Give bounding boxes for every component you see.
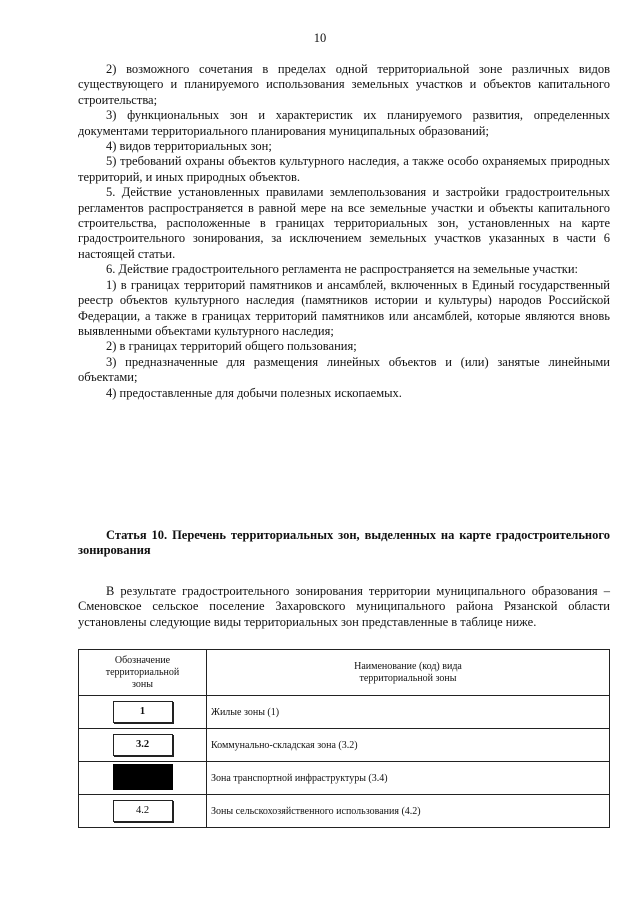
paragraph: 5. Действие установленных правилами землепользования и застройки градостроительных регламентов распространяется в равной мере на все земельные участки и объекты капитального строительства, расположенные в границах территориальных зон, установленных на карте градостроительного зонирования, за исключением земельных участков указанных в части 6 настоящей статьи. [78, 185, 610, 261]
paragraph: 3) предназначенные для размещения линейных объектов и (или) занятые линейными объектами; [78, 354, 610, 385]
header-code: Обозначение территориальной зоны [79, 650, 207, 696]
zone-code-cell [79, 696, 207, 729]
zone-name-cell: Жилые зоны (1) [207, 696, 610, 729]
zones-table [78, 649, 610, 828]
table-row [79, 729, 610, 762]
paragraph: 2) возможного сочетания в пределах одной территориальной зоне различных видов существующего и планируемого использования земельных участков и объектов капитального строительства; [78, 62, 610, 107]
zone-swatch: 1 [113, 701, 173, 723]
zone-swatch: 3.2 [113, 734, 173, 756]
intro-paragraph: В результате градостроительного зонирования территории муниципального образования – Сменовское сельское поселение Захаровского муниципального района Рязанской области установлены следующие виды территориальных зон представленные в таблице ниже. [78, 584, 610, 629]
paragraph: 4) предоставленные для добычи полезных ископаемых. [106, 385, 402, 400]
paragraph: 1) в границах территорий памятников и ансамблей, включенных в Единый государственный реестр объектов культурного наследия (памятников истории и культуры) народов Российской Федерации, а также в границах территорий памятников или ансамблей, которые являются вновь выявленными объектами культурного наследия; [78, 277, 610, 338]
paragraph: 4) видов территориальных зон; [106, 139, 272, 154]
zone-swatch: 4.2 [113, 800, 173, 822]
table-header-row [79, 650, 610, 696]
page-number: 10 [313, 31, 327, 45]
paragraph: 3) функциональных зон и характеристик их планируемого развития, определенных документами территориального планирования муниципальных образований; [78, 108, 610, 138]
paragraph: 5) требований охраны объектов культурного наследия, а также особо охраняемых природных территорий, и иных природных объектов. [78, 154, 610, 184]
body-text [78, 62, 610, 401]
zone-swatch [113, 764, 173, 790]
header-name: Наименование (код) вида территориальной зоны [207, 650, 610, 696]
zone-name-cell: Зона транспортной инфраструктуры (3.4) [207, 762, 610, 795]
zone-code-cell [79, 795, 207, 828]
table-row [79, 696, 610, 729]
zone-name-cell: Коммунально-складская зона (3.2) [207, 729, 610, 762]
zone-name-cell: Зоны сельскохозяйственного использования (4.2) [207, 795, 610, 828]
zone-code-cell [79, 729, 207, 762]
paragraph: 2) в границах территорий общего пользования; [106, 339, 357, 354]
table-row [79, 762, 610, 795]
paragraph: 6. Действие градостроительного регламента не распространяется на земельные участки: [106, 262, 579, 277]
table-row [79, 795, 610, 828]
article-heading: Статья 10. Перечень территориальных зон, выделенных на карте градостроительного зонирования [78, 528, 610, 558]
zone-code-cell [79, 762, 207, 795]
